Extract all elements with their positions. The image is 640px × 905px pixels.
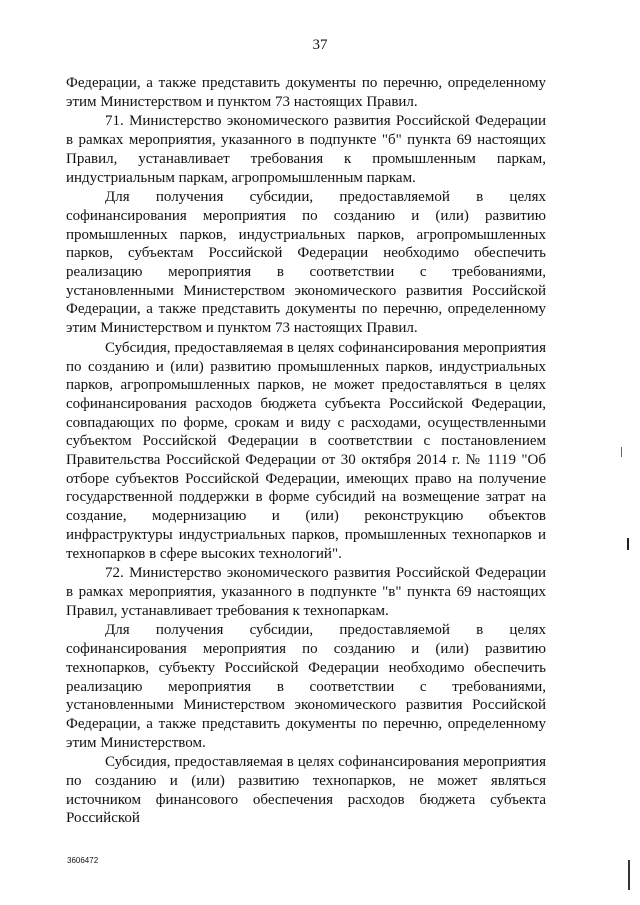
paragraph-71-restriction: Субсидия, предоставляемая в целях софинансирования мероприятия по созданию и (или) развитию промышленных парков, индустриальных парков, агропромышленных парков, не может предоставляться в целях софинансирования расходов бюджета субъекта Российской Федерации, совпадающих по форме, срокам и виду с расходами, осуществленными субъектом Российской Федерации в соответствии с постановлением Правительства Российской Федерации от 30 октября 2014 г. № 1119 "Об отборе субъектов Российской Федерации, имеющих право на получение государственной поддержки в форме субсидий на возмещение затрат на создание, модернизацию и (или) реконструкцию объектов инфраструктуры индустриальных парков, промышленных технопарков и технопарков в сфере высоких технологий". (66, 339, 546, 562)
footer-document-code: 3606472 (67, 856, 99, 865)
scan-artifact-mark (627, 538, 629, 550)
paragraph-72-conditions: Для получения субсидии, предоставляемой в целях софинансирования мероприятия по созданию и (или) развитию технопарков, субъекту Российской Федерации необходимо обеспечить реализацию мероприятия в соответствии с требованиями, установленными Министерством экономического развития Российской Федерации, а также представить документы по перечню, определенному этим Министерством. (66, 622, 546, 751)
scan-artifact-mark (628, 860, 630, 890)
paragraph-72-restriction: Субсидия, предоставляемая в целях софинансирования мероприятия по созданию и (или) развитию технопарков, не может являться источником финансового обеспечения расходов бюджета субъекта Российской (66, 754, 546, 827)
paragraph-71-conditions: Для получения субсидии, предоставляемой в целях софинансирования мероприятия по созданию и (или) развитию промышленных парков, индустриальных парков, агропромышленных парков, субъектам Российской Федерации необходимо обеспечить реализацию мероприятия в соответствии с требованиями, установленными Министерством экономического развития Российской Федерации, а также представить документы по перечню, определенному этим Министерством и пунктом 73 настоящих Правил. (66, 189, 546, 337)
scan-artifact-mark (621, 447, 622, 457)
page-number: 37 (312, 37, 328, 53)
paragraph-71: 71. Министерство экономического развития Российской Федерации в рамках мероприятия, указанного в подпункте "б" пункта 69 настоящих Правил, устанавливает требования к промышленным паркам, индустриальным паркам, агропромышленным паркам. (66, 113, 546, 186)
paragraph-continuation: Федерации, а также представить документы по перечню, определенному этим Министерством и пунктом 73 настоящих Правил. (66, 75, 546, 110)
paragraph-72: 72. Министерство экономического развития Российской Федерации в рамках мероприятия, указанного в подпункте "в" пункта 69 настоящих Правил, устанавливает требования к технопаркам. (66, 565, 546, 619)
document-body (66, 74, 546, 828)
